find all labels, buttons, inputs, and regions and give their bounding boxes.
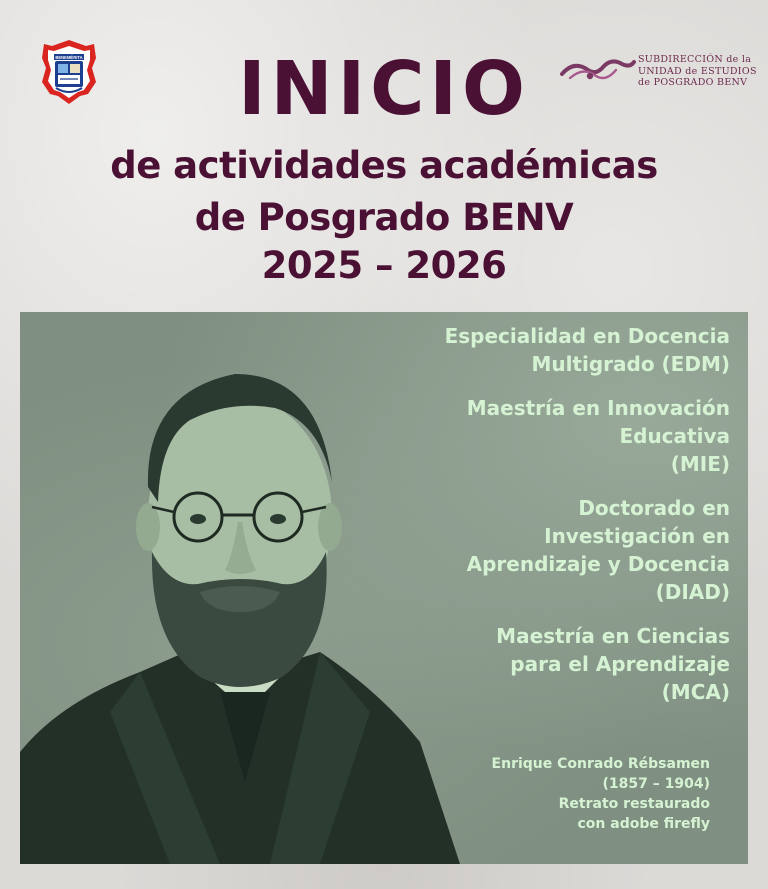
- program-mie-line-1: Maestría en Innovación: [466, 396, 730, 420]
- program-diad-line-2: Investigación en: [544, 524, 730, 548]
- credit-note-2: con adobe firefly: [577, 816, 710, 832]
- credit-years: (1857 – 1904): [602, 776, 710, 792]
- logo-left-text: BENEMÉRITA: [55, 55, 83, 60]
- program-edm-line-2: Multigrado (EDM): [531, 352, 730, 376]
- program-edm: [445, 322, 730, 378]
- program-mie: [445, 394, 730, 478]
- credit-note-1: Retrato restaurado: [558, 796, 710, 812]
- photo-panel: [20, 312, 748, 864]
- programs-list: [445, 322, 730, 722]
- title-line-1: de actividades académicas: [110, 144, 658, 187]
- credit-name: Enrique Conrado Rébsamen: [491, 756, 710, 772]
- program-mca: [445, 622, 730, 706]
- program-mie-line-2: Educativa: [619, 424, 730, 448]
- program-edm-line-1: Especialidad en Docencia: [444, 324, 730, 348]
- program-diad-line-1: Doctorado en: [578, 496, 730, 520]
- title-line-2: de Posgrado BENV: [194, 196, 574, 239]
- program-diad: [445, 494, 730, 606]
- logo-right-line-2: UNIDAD de ESTUDIOS: [638, 65, 757, 77]
- program-mca-line-2: para el Aprendizaje: [510, 652, 730, 676]
- page-title: INICIO: [238, 46, 530, 132]
- title-years: 2025 – 2026: [261, 244, 507, 287]
- portrait-credit: [492, 754, 710, 834]
- logo-right-line-3: de POSGRADO BENV: [638, 77, 748, 88]
- program-diad-line-3: Aprendizaje y Docencia: [466, 552, 730, 576]
- logo-right-line-1: SUBDIRECCIÓN de la: [638, 54, 752, 65]
- program-mca-line-1: Maestría en Ciencias: [496, 624, 730, 648]
- program-diad-line-4: (DIAD): [655, 580, 730, 604]
- program-mca-line-3: (MCA): [661, 680, 730, 704]
- program-mie-line-3: (MIE): [670, 452, 730, 476]
